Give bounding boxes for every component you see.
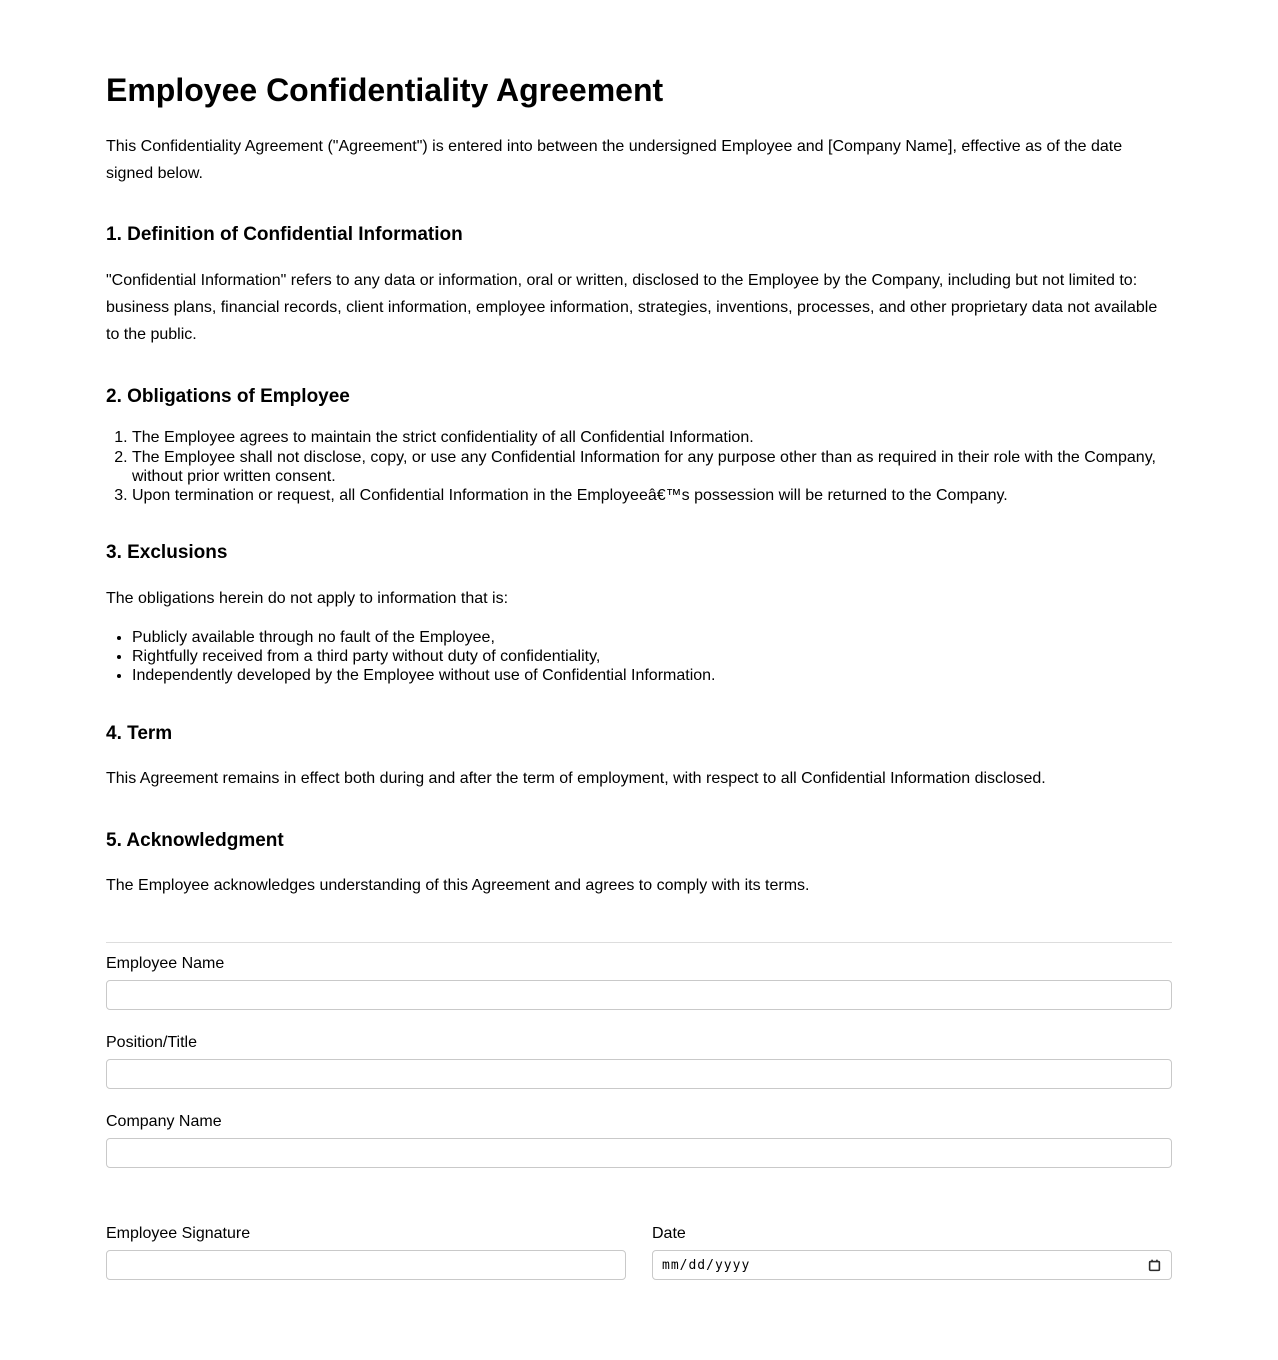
list-item: • Independently developed by the Employee without use of Confidential Information. [132, 666, 1172, 685]
list-item: 2. The Employee shall not disclose, copy, or use any Confidential Information for any purpose other than as required in their role with the Company, without prior written consent. [132, 448, 1172, 486]
signature-date-row [106, 1224, 1172, 1280]
content-container [106, 0, 1172, 1360]
section-heading-term: 4. Term [106, 722, 173, 744]
section-body-term: This Agreement remains in effect both during and after the term of employment, with respect to all Confidential Information disclosed. [106, 770, 1046, 788]
section-heading-exclusions: 3. Exclusions [106, 542, 228, 564]
list-item: • Publicly available through no fault of the Employee, [132, 628, 1172, 647]
employee-name-label: Employee Name [106, 954, 225, 972]
company-name-label: Company Name [106, 1112, 222, 1130]
position-title-field-group [106, 1033, 1172, 1089]
date-placeholder-text: mm/dd/yyyy [662, 1257, 751, 1273]
employee-signature-input[interactable] [106, 1250, 626, 1280]
intro-paragraph: This Confidentiality Agreement ("Agreement") is entered into between the undersigned Employee and [Company Name], effective as of the date signed below. [106, 137, 1123, 182]
section-body-exclusions: The obligations herein do not apply to information that is: [106, 589, 509, 607]
company-name-field-group [106, 1112, 1172, 1168]
list-item: • Rightfully received from a third party without duty of confidentiality, [132, 647, 1172, 666]
date-label: Date [652, 1225, 686, 1243]
obligations-list [106, 428, 1172, 505]
employee-name-input[interactable] [106, 980, 1172, 1010]
employee-signature-label: Employee Signature [106, 1225, 251, 1243]
date-input[interactable] [652, 1250, 1172, 1280]
section-heading-obligations: 2. Obligations of Employee [106, 385, 350, 407]
calendar-icon[interactable] [1147, 1258, 1162, 1273]
section-body-acknowledgment: The Employee acknowledges understanding of this Agreement and agrees to comply with its terms. [106, 877, 810, 895]
position-title-input[interactable] [106, 1059, 1172, 1089]
date-field-group [652, 1224, 1172, 1280]
position-title-label: Position/Title [106, 1033, 197, 1051]
page-title: Employee Confidentiality Agreement [106, 72, 664, 108]
employee-name-field-group [106, 954, 1172, 1010]
signature-form-section [106, 942, 1172, 1281]
exclusions-list [106, 628, 1172, 686]
list-item: 1. The Employee agrees to maintain the strict confidentiality of all Confidential Information. [132, 428, 1172, 447]
list-item: 3. Upon termination or request, all Confidential Information in the Employeeâ€™s possession will be returned to the Company. [132, 486, 1172, 505]
employee-signature-field-group [106, 1224, 626, 1280]
company-name-input[interactable] [106, 1138, 1172, 1168]
section-body-definition: "Confidential Information" refers to any data or information, oral or written, disclosed to the Employee by the Company, including but not limited to: business plans, financial records, client information, employee information, strategies, inventions, processes, and other proprietary data not available to the public. [106, 271, 1158, 344]
section-heading-definition: 1. Definition of Confidential Information [106, 224, 463, 246]
section-heading-acknowledgment: 5. Acknowledgment [106, 829, 284, 851]
